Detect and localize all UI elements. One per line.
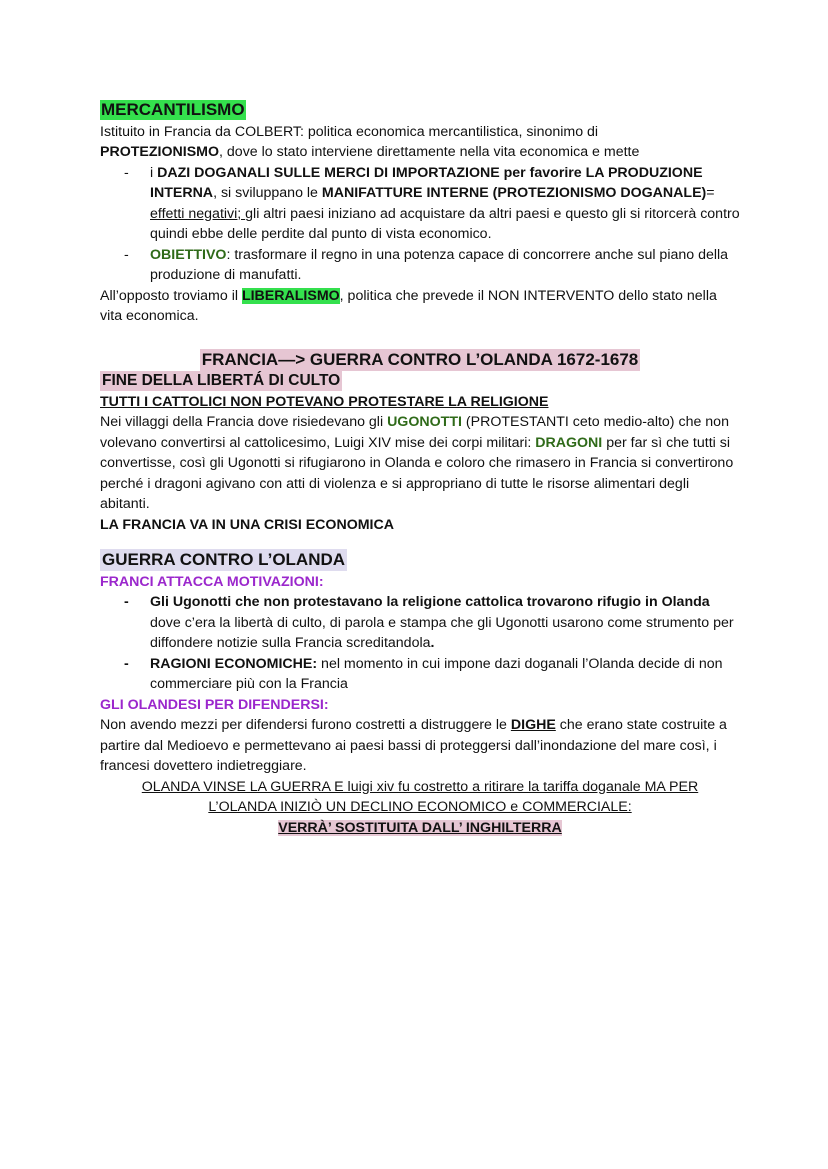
text-span: . (430, 635, 435, 651)
francia-sub2: TUTTI I CATTOLICI NON POTEVANO PROTESTARE LA RELIGIONE (100, 393, 549, 410)
text-span: i (150, 164, 158, 181)
text-span: per far sì che tutti si convertisse, così gli Ugonotti si rifugiarono in Olanda e coloro che rimasero in Francia si convertirono perché i dragoni agivano con atti di violenza e si appropriano di tutte le risorse alimentari degli abitanti. (100, 434, 734, 512)
bullet-dash: - (124, 164, 129, 181)
text-span: nel momento in cui impone dazi doganali l’Olanda decide di non commerciare più con la Francia (150, 655, 723, 692)
merc-bullet-list (100, 163, 740, 286)
text-span: , si sviluppano le (213, 185, 322, 201)
dazi-doganali: DAZI DOGANALI SULLE MERCI DI IMPORTAZIONE per favorire LA PRODUZIONE INTERNA (150, 164, 703, 201)
conclusion-line2: L’OLANDA INIZIÒ UN DECLINO ECONOMICO e COMMERCIALE: (208, 799, 632, 815)
guerra-title: GUERRA CONTRO L’OLANDA (102, 550, 346, 569)
francia-subtitle: FINE DELLA LIBERTÁ DI CULTO (102, 372, 341, 389)
document-body (100, 100, 740, 838)
liberalismo-paragraph (100, 286, 740, 327)
dragoni: DRAGONI (535, 434, 603, 451)
manifatture-interne: MANIFATTURE INTERNE (PROTEZIONISMO DOGANALE) (321, 185, 707, 201)
effetti-negativi: effetti negativi; (150, 205, 246, 222)
dighe: DIGHE (510, 717, 556, 733)
merc-intro-line1: Istituito in Francia da COLBERT: politica economica mercantilistica, sinonimo di (100, 123, 599, 140)
list-item (100, 245, 740, 286)
ugonotti: UGONOTTI (387, 414, 462, 430)
section-francia (100, 349, 740, 372)
francia-subtitle-row (100, 371, 740, 392)
guerra-motivi: FRANCI ATTACCA MOTIVAZIONI: (100, 573, 324, 590)
francia-title: FRANCIA—> GUERRA CONTRO L’OLANDA 1672-1678 (201, 349, 639, 369)
text-span: = (706, 185, 715, 201)
conclusion-line3: VERRÀ’ SOSTITUITA DALL’ INGHILTERRA (278, 819, 562, 836)
guerra-paragraph (100, 715, 740, 777)
bullet-dash: - (124, 246, 129, 263)
francia-paragraph (100, 412, 740, 515)
liberalismo-highlight: LIBERALISMO (241, 287, 340, 304)
section-mercantilismo (100, 100, 740, 122)
text-span: Nei villaggi della Francia dove risiedevano gli (100, 414, 388, 430)
merc-protezionismo: PROTEZIONISMO (100, 144, 220, 160)
ugonotti-rifugio: Gli Ugonotti che non protestavano la religione cattolica trovarono rifugio in Olanda (150, 594, 710, 610)
text-span: (PROTESTANTI ceto medio-alto) che non volevano convertirsi al cattolicesimo, Luigi XIV mise dei corpi militari: (100, 414, 729, 451)
conclusion-line1: OLANDA VINSE LA GUERRA E luigi xiv fu costretto a ritirare la tariffa doganale MA PER (141, 778, 699, 795)
text-span: che erano state costruite a partire dal Medioevo e permettevano ai paesi bassi di proteggersi dall’inondazione del mare così, i francesi dovettero indietreggiare. (100, 717, 727, 774)
text-span: dove c’era la libertà di culto, di parola e stampa che gli Ugonotti usarono come strumento per diffondere notizie sulla Francia screditandola (150, 614, 734, 651)
list-item (100, 592, 740, 654)
obiettivo-label: OBIETTIVO (150, 246, 227, 263)
bullet-dash: - (124, 594, 129, 610)
mercantilismo-title: MERCANTILISMO (101, 100, 245, 119)
list-item (100, 163, 740, 245)
merc-intro-line2: , dove lo stato interviene direttamente nella vita economica e mette (219, 144, 640, 160)
ragioni-economiche: RAGIONI ECONOMICHE: (150, 655, 318, 672)
francia-crisi: LA FRANCIA VA IN UNA CRISI ECONOMICA (100, 516, 394, 533)
conclusion-line3-row (100, 818, 740, 839)
text-span: Non avendo mezzi per difendersi furono costretti a distruggere le (100, 717, 511, 733)
text-span: : trasformare il regno in una potenza capace di concorrere anche sul piano della produzione di manufatti. (150, 246, 729, 283)
text-span: gli altri paesi iniziano ad acquistare da altri paesi e questo gli si ritorcerà contro quindi ebbe delle perdite dal punto di vista economico. (150, 205, 740, 242)
guerra-difesa: GLI OLANDESI PER DIFENDERSI: (100, 696, 329, 713)
section-guerra (100, 549, 740, 572)
guerra-bullet-list (100, 592, 740, 695)
text-span: All’opposto troviamo il (100, 287, 242, 304)
merc-intro (100, 122, 740, 163)
text-span: , politica che prevede il NON INTERVENTO dello stato nella vita economica. (100, 287, 717, 324)
bullet-dash: - (124, 655, 129, 672)
list-item (100, 654, 740, 695)
